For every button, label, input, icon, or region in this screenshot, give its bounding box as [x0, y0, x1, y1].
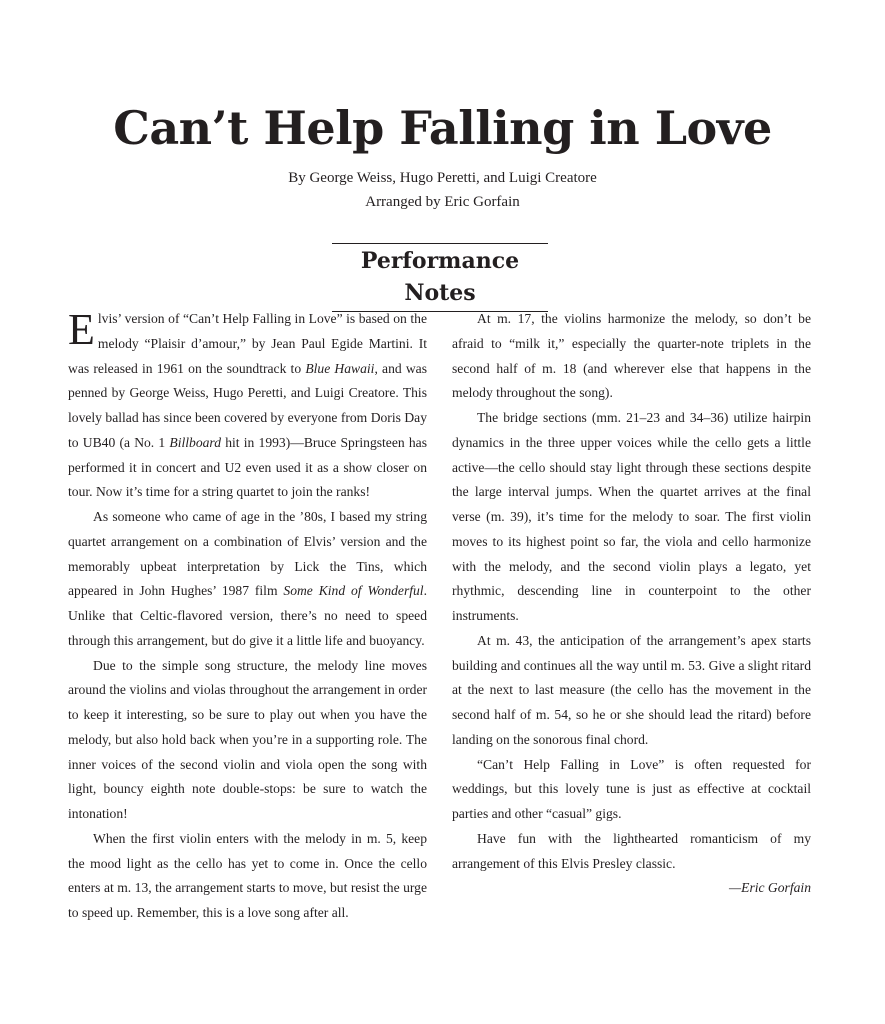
paragraph-bridge: The bridge sections (mm. 21–23 and 34–36) utilize hairpin dynamics in the three upper voices while the cello gets a little active—the cello should stay light through these sections despite the large interval jumps. When the quartet arrives at the final verse (m. 39), it’s time for the melody to soar. The first violin moves to its highest point so far, the viola and cello harmonize with the melody, and the second violin plays a legato, yet rhythmic, descending line in counterpoint to the other instruments. — [452, 410, 811, 623]
paragraph-text: lvis’ version of “Can’t Help Falling in Love” is based on the melody “Plaisir d’amour,” by Jean Paul Egide Martini. It was released in 1961 on the soundtrack to — [68, 311, 427, 376]
paragraph-text: , and was penned by George Weiss, Hugo Peretti, and Luigi Creatore. This lovely ballad has since been covered by everyone from Doris Day to UB40 (a No. 1 — [68, 360, 428, 450]
signature: —Eric Gorfain — [729, 880, 811, 896]
paragraph-text: hit in 1993)—Bruce Springsteen has performed it in concert and U2 even used it as a show closer on tour. Now it’s time for a string quartet to join the ranks! — [68, 434, 427, 500]
page-title: Can’t Help Falling in Love — [113, 101, 772, 155]
paragraph-text: . Unlike that Celtic-flavored version, there’s no need to speed through this arrangement, but do give it a little life and buoyancy. — [68, 583, 427, 648]
arranger-credit: Arranged by Eric Gorfain — [365, 194, 520, 210]
left-column — [68, 307, 427, 926]
composer-credit: By George Weiss, Hugo Peretti, and Luigi Creatore — [288, 170, 597, 186]
paragraph-intro — [68, 307, 427, 505]
paragraph-structure: Due to the simple song structure, the melody line moves around the violins and violas throughout the arrangement in order to keep it interesting, so be sure to play out when you have the melody, but also hold back when you’re in a supporting role. The inner voices of the second violin and viola open the song with light, bouncy eighth note double-stops: be sure to watch the intonation! — [68, 657, 427, 821]
paragraph-text: As someone who came of age in the ’80s, I based my string quartet arrangement on a combination of Elvis’ version and the memorably upbeat interpretation by Lick the Tins, which appeared in John Hughes’ 1987 film — [68, 509, 427, 599]
section-heading: Performance Notes — [332, 243, 548, 312]
album-title: Blue Hawaii — [305, 360, 375, 376]
paragraph-weddings: “Can’t Help Falling in Love” is often requested for weddings, but this lovely tune is just as effective at cocktail parties and other “casual” gigs. — [452, 756, 811, 821]
paragraph-arrangement — [68, 505, 427, 654]
film-title: Some Kind of Wonderful — [283, 583, 424, 599]
magazine-title: Billboard — [169, 434, 222, 450]
paragraph-closing: Have fun with the lighthearted romanticism of my arrangement of this Elvis Presley classic. — [452, 830, 811, 871]
right-column — [452, 307, 811, 901]
drop-cap: E — [68, 305, 95, 354]
paragraph-apex: At m. 43, the anticipation of the arrangement’s apex starts building and continues all the way until m. 53. Give a slight ritard at the next to last measure (the cello has the movement in the second half of m. 54, so he or she should lead the ritard) before landing on the sonorous final chord. — [452, 632, 811, 747]
paragraph-harmony: At m. 17, the violins harmonize the melody, so don’t be afraid to “milk it,” especially the quarter-note triplets in the second half of m. 18 (and wherever else that happens in the melody throughout the song). — [452, 311, 811, 401]
paragraph-first-violin: When the first violin enters with the melody in m. 5, keep the mood light as the cello has yet to come in. Once the cello enters at m. 13, the arrangement starts to move, but resist the urge to speed up. Remember, this is a love song after all. — [68, 830, 427, 920]
